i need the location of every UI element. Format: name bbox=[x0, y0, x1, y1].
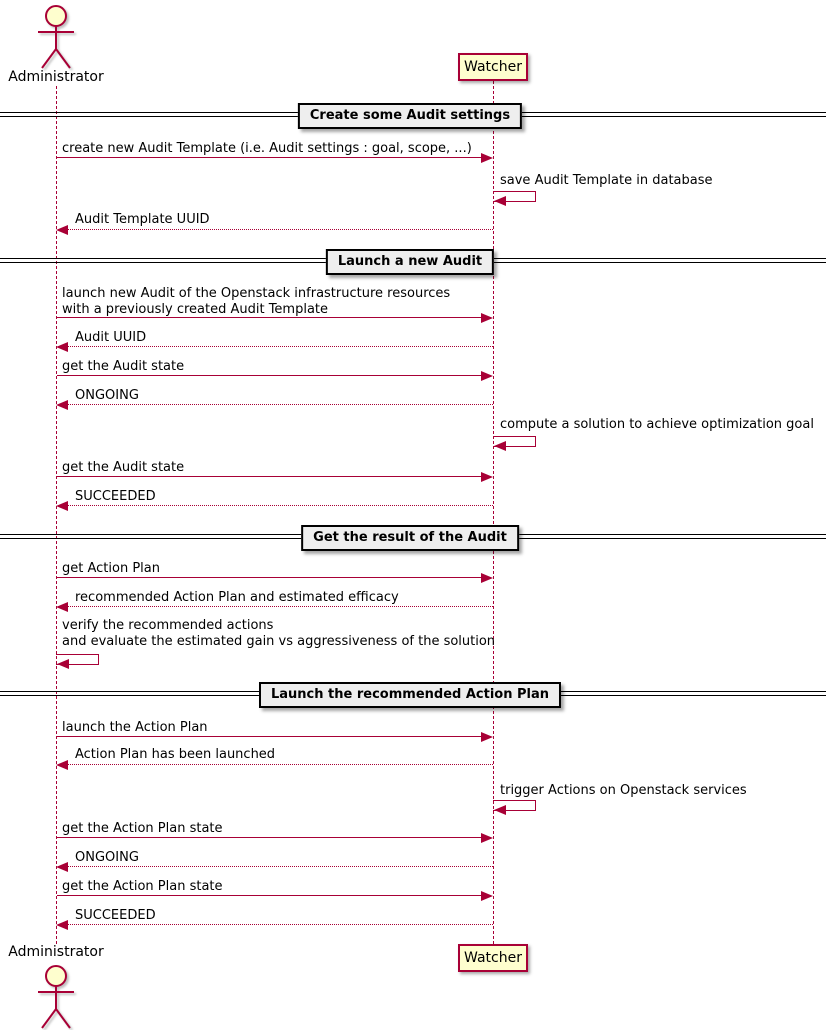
arrowhead-left-icon bbox=[494, 441, 506, 451]
return-arrow-line bbox=[66, 866, 493, 867]
arrowhead-left-icon bbox=[57, 659, 69, 669]
return-arrow-line bbox=[66, 346, 493, 347]
return-arrow-line bbox=[66, 505, 493, 506]
message-text: get the Action Plan state bbox=[62, 821, 223, 836]
lifeline-administrator bbox=[56, 86, 57, 944]
message-text: Audit UUID bbox=[75, 330, 147, 345]
message-arrow-line bbox=[57, 317, 483, 318]
watcher-label-bottom: Watcher bbox=[464, 950, 522, 966]
return-arrow-line bbox=[66, 606, 493, 607]
return-arrow-line bbox=[66, 924, 493, 925]
divider-get-audit-result: Get the result of the Audit bbox=[301, 525, 519, 551]
message-text: get the Action Plan state bbox=[62, 879, 223, 894]
message-text: ONGOING bbox=[75, 388, 139, 403]
message-arrow-line bbox=[57, 375, 483, 376]
arrowhead-right-icon bbox=[481, 573, 493, 583]
message-text: Action Plan has been launched bbox=[75, 747, 276, 762]
arrowhead-left-icon bbox=[56, 920, 68, 930]
arrowhead-right-icon bbox=[481, 891, 493, 901]
arrowhead-left-icon bbox=[494, 805, 506, 815]
arrowhead-right-icon bbox=[481, 313, 493, 323]
watcher-participant-top bbox=[458, 53, 528, 81]
arrowhead-left-icon bbox=[56, 225, 68, 235]
message-text: verify the recommended actions and evaluate the estimated gain vs aggressiveness of the solution bbox=[62, 618, 496, 649]
message-text: get the Audit state bbox=[62, 359, 185, 374]
arrowhead-left-icon bbox=[56, 602, 68, 612]
administrator-actor-icon bbox=[26, 961, 86, 1030]
arrowhead-left-icon bbox=[56, 342, 68, 352]
message-arrow-line bbox=[57, 157, 483, 158]
administrator-label-bottom: Administrator bbox=[8, 944, 104, 960]
arrowhead-left-icon bbox=[56, 400, 68, 410]
message-text: SUCCEEDED bbox=[75, 908, 156, 923]
message-text: trigger Actions on Openstack services bbox=[500, 783, 747, 798]
message-text: recommended Action Plan and estimated efficacy bbox=[75, 590, 399, 605]
message-arrow-line bbox=[57, 736, 483, 737]
return-arrow-line bbox=[66, 404, 493, 405]
arrowhead-right-icon bbox=[481, 153, 493, 163]
message-text: launch new Audit of the Openstack infrastructure resources with a previously created Audit Template bbox=[62, 286, 451, 317]
divider-launch-new-audit: Launch a new Audit bbox=[326, 249, 494, 275]
arrowhead-left-icon bbox=[56, 501, 68, 511]
administrator-label-top: Administrator bbox=[8, 69, 104, 85]
arrowhead-left-icon bbox=[56, 862, 68, 872]
message-arrow-line bbox=[57, 476, 483, 477]
message-text: save Audit Template in database bbox=[500, 173, 713, 188]
message-text: get the Audit state bbox=[62, 460, 185, 475]
message-text: get Action Plan bbox=[62, 561, 160, 576]
message-text: compute a solution to achieve optimization goal bbox=[500, 417, 814, 432]
message-arrow-line bbox=[57, 837, 483, 838]
arrowhead-right-icon bbox=[481, 371, 493, 381]
message-text: create new Audit Template (i.e. Audit settings : goal, scope, ...) bbox=[62, 141, 472, 156]
message-text: SUCCEEDED bbox=[75, 489, 156, 504]
message-arrow-line bbox=[57, 895, 483, 896]
arrowhead-right-icon bbox=[481, 833, 493, 843]
message-text: ONGOING bbox=[75, 850, 139, 865]
watcher-participant-bottom bbox=[458, 944, 528, 972]
divider-launch-action-plan: Launch the recommended Action Plan bbox=[259, 682, 561, 708]
message-text: Audit Template UUID bbox=[75, 212, 210, 227]
arrowhead-left-icon bbox=[56, 760, 68, 770]
watcher-label-top: Watcher bbox=[464, 59, 522, 75]
arrowhead-right-icon bbox=[481, 472, 493, 482]
message-text: launch the Action Plan bbox=[62, 720, 208, 735]
arrowhead-right-icon bbox=[481, 732, 493, 742]
administrator-actor-icon bbox=[26, 2, 86, 70]
divider-create-audit-settings: Create some Audit settings bbox=[298, 103, 522, 129]
return-arrow-line bbox=[66, 229, 493, 230]
return-arrow-line bbox=[66, 764, 493, 765]
message-arrow-line bbox=[57, 577, 483, 578]
arrowhead-left-icon bbox=[494, 196, 506, 206]
